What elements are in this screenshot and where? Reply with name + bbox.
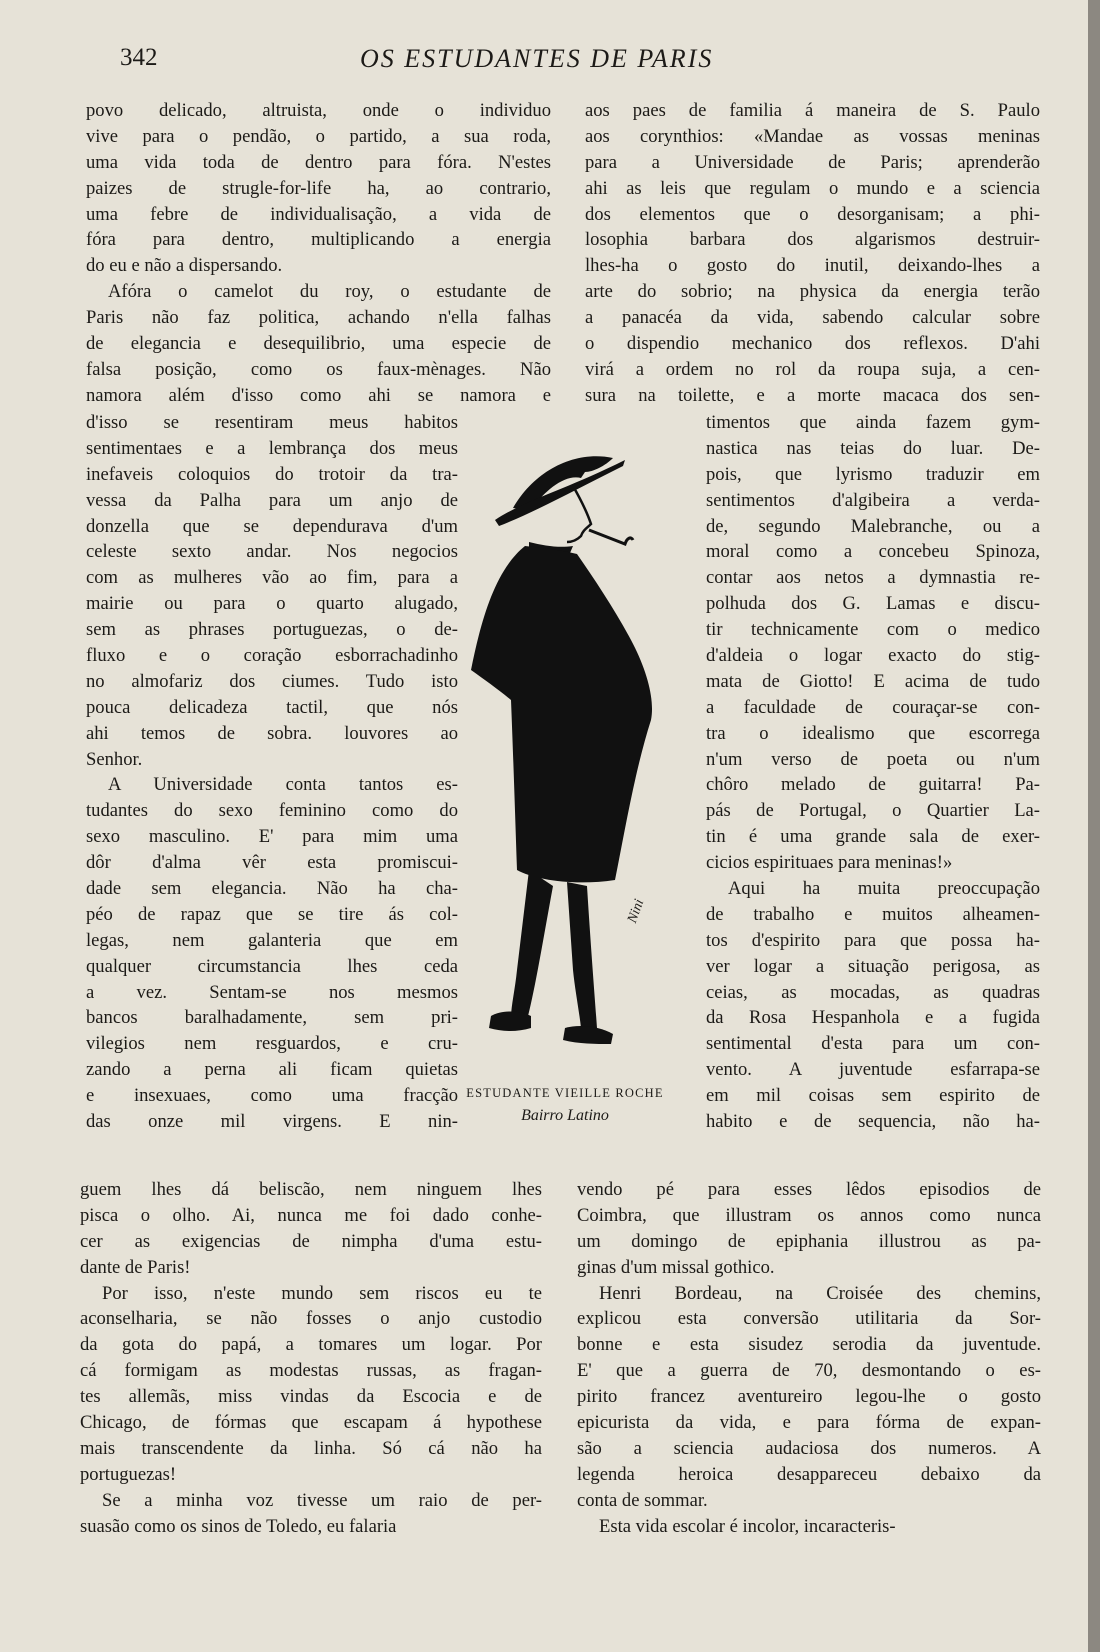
left-column-top [86, 98, 551, 409]
text-line: cicios espirituaes para meninas!» [706, 852, 953, 874]
text-line: fóra para dentro, multiplicando a energia [86, 229, 551, 251]
left-column-narrow [86, 410, 458, 1135]
text-line: a vez. Sentam-se nos mesmos [86, 981, 458, 1003]
text-line: uma febre de individualisação, a vida de [86, 203, 551, 225]
text-line: n'um verso de poeta ou n'um [706, 748, 1040, 770]
page-number: 342 [120, 44, 158, 71]
text-line: portuguezas! [80, 1463, 177, 1485]
running-title: OS ESTUDANTES DE PARIS [360, 44, 714, 73]
text-line: o dispendio mechanico dos reflexos. D'ahi [585, 333, 1040, 355]
text-line: Coimbra, que illustram os annos como nunca [577, 1204, 1041, 1226]
text-line: pois, que lyrismo traduzir em [706, 463, 1040, 485]
right-column-bottom [577, 1177, 1041, 1539]
text-line: tos d'espirito para que possa ha- [706, 929, 1040, 951]
text-line: dante de Paris! [80, 1256, 191, 1278]
text-line: ceias, as mocadas, as quadras [706, 981, 1040, 1003]
text-line: qualquer circumstancia lhes ceda [86, 955, 458, 977]
text-line: tudantes do sexo feminino como do [86, 800, 458, 822]
text-line: mais transcendente da linha. Só cá não ha [80, 1437, 542, 1459]
text-line: guem lhes dá beliscão, nem ninguem lhes [80, 1179, 542, 1200]
silhouette-drawing [455, 450, 695, 1090]
text-line: a faculdade de couraçar-se con- [706, 696, 1040, 718]
text-line: aos paes de familia á maneira de S. Paulo [585, 100, 1040, 121]
text-line: um domingo de epiphania illustrou as pa- [577, 1230, 1041, 1252]
figure-caption [450, 1086, 680, 1125]
right-column-narrow [706, 410, 1040, 1135]
text-line: pás de Portugal, o Quartier La- [706, 800, 1040, 822]
text-line: de elegancia e desequilibrio, uma especie de [86, 333, 551, 355]
text-line: A Universidade conta tantos es- [108, 774, 458, 796]
text-line: do eu e não a dispersando. [86, 255, 283, 277]
text-line: moral como a concebeu Spinoza, [706, 541, 1040, 563]
text-line: sentimentos d'algibeira a verda- [706, 489, 1040, 511]
text-line: ver logar a situação perigosa, as [706, 955, 1040, 977]
text-line: vilegios nem resguardos, e cru- [86, 1033, 458, 1055]
text-line: nastica nas teias do luar. De- [706, 437, 1040, 459]
text-line: tra o idealismo que escorrega [706, 722, 1040, 744]
text-line: sura na toilette, e a morte macaca dos sen- [585, 384, 1040, 406]
text-line: Henri Bordeau, na Croisée des chemins, [599, 1282, 1041, 1304]
text-line: dôr d'alma vêr esta promiscui- [86, 852, 458, 874]
text-line: timentos que ainda fazem gym- [706, 412, 1040, 433]
text-line: conta de sommar. [577, 1489, 708, 1511]
text-line: epicurista da vida, e para fórma de expan- [577, 1412, 1041, 1434]
text-line: pirito francez aventureiro legou-lhe o gosto [577, 1386, 1041, 1408]
text-line: fluxo e o coração esborrachadinho [86, 645, 458, 667]
text-line: bancos baralhadamente, sem pri- [86, 1007, 458, 1029]
text-line: d'aldeia o logar exacto do stig- [706, 645, 1040, 667]
text-line: explicou esta conversão utilitaria da Sor- [577, 1308, 1041, 1330]
text-line: vendo pé para esses lêdos episodios de [577, 1179, 1041, 1200]
text-line: uma vida toda de dentro para fóra. N'estes [86, 151, 551, 173]
text-line: Paris não faz politica, achando n'ella falhas [86, 307, 551, 329]
text-line: contar aos netos a dymnastia re- [706, 567, 1040, 589]
text-line: cer as exigencias de nimpha d'uma estu- [80, 1230, 542, 1252]
text-line: namora além d'isso como ahi se namora e [86, 384, 551, 406]
text-line: são a sciencia audaciosa dos numeros. A [577, 1437, 1041, 1459]
text-line: virá a ordem no rol da roupa suja, a cen- [585, 358, 1040, 380]
text-line: tir technicamente com o medico [706, 619, 1040, 641]
text-line: sexo masculino. E' para mim uma [86, 826, 458, 848]
text-line: de, segundo Malebranche, ou a [706, 515, 1040, 537]
caption-subtitle: Bairro Latino [521, 1107, 609, 1124]
text-line: vive para o pendão, o partido, a sua roda, [86, 125, 551, 147]
text-line: Aqui ha muita preoccupação [728, 878, 1040, 900]
text-line: no almofariz dos ciumes. Tudo isto [86, 670, 458, 692]
text-line: ahi temos de sobra. louvores ao [86, 722, 458, 744]
text-line: para a Universidade de Paris; aprenderão [585, 151, 1040, 173]
text-line: tin é uma grande sala de exer- [706, 826, 1040, 848]
text-line: Se a minha voz tivesse um raio de per- [102, 1489, 542, 1511]
right-column-top [585, 98, 1040, 409]
caption-title: ESTUDANTE VIEILLE ROCHE [466, 1086, 664, 1100]
text-line: dos elementos que o desorganisam; a phi- [585, 203, 1040, 225]
text-line: bonne e esta sisudez serodia da juventude. [577, 1334, 1041, 1356]
text-line: suasão como os sinos de Toledo, eu falaria [80, 1515, 397, 1537]
text-line: legas, nem galanteria que em [86, 929, 458, 951]
text-line: lhes-ha o gosto do inutil, deixando-lhes a [585, 255, 1040, 277]
text-line: povo delicado, altruista, onde o individuo [86, 100, 551, 121]
text-line: polhuda dos G. Lamas e discu- [706, 593, 1040, 615]
student-silhouette-illustration [455, 450, 695, 1090]
text-line: em mil coisas sem espirito de [706, 1085, 1040, 1107]
text-line: vento. A juventude esfarrapa-se [706, 1059, 1040, 1081]
text-line: Esta vida escolar é incolor, incaracteris- [599, 1515, 896, 1537]
text-line: mata de Giotto! E acima de tudo [706, 670, 1040, 692]
text-line: Por isso, n'este mundo sem riscos eu te [102, 1282, 542, 1304]
text-line: ahi as leis que regulam o mundo e a sciencia [585, 177, 1040, 199]
text-line: das onze mil virgens. E nin- [86, 1111, 458, 1133]
text-line: donzella que se dependurava d'um [86, 515, 458, 537]
text-line: cá formigam as modestas russas, as fragan- [80, 1360, 542, 1382]
artist-signature: Nini [625, 897, 648, 926]
text-line: da gota do papá, a tomares um logar. Por [80, 1334, 542, 1356]
text-line: habito e de sequencia, não ha- [706, 1111, 1040, 1133]
text-line: sentimentaes e a lembrança dos meus [86, 437, 458, 459]
text-line: arte do sobrio; na physica da energia terão [585, 281, 1040, 303]
text-line: losophia barbara dos algarismos destruir- [585, 229, 1040, 251]
text-line: sentimental d'esta para um con- [706, 1033, 1040, 1055]
text-line: celeste sexto andar. Nos negocios [86, 541, 458, 563]
left-column-bottom [80, 1177, 542, 1539]
text-line: aos corynthios: «Mandae as vossas meninas [585, 125, 1040, 147]
text-line: de trabalho e muitos alheamen- [706, 903, 1040, 925]
text-line: pisca o olho. Ai, nunca me foi dado conhe- [80, 1204, 542, 1226]
text-line: da Rosa Hespanhola e a fugida [706, 1007, 1040, 1029]
text-line: pouca delicadeza tactil, que nós [86, 696, 458, 718]
text-line: falsa posição, como os faux-mènages. Não [86, 358, 551, 380]
text-line: inefaveis coloquios do trotoir da tra- [86, 463, 458, 485]
text-line: chôro melado de guitarra! Pa- [706, 774, 1040, 796]
page-edge [1088, 0, 1100, 1652]
text-line: zando a perna ali ficam quietas [86, 1059, 458, 1081]
text-line: e insexuaes, como uma fracção [86, 1085, 458, 1107]
text-line: tes allemãs, miss vindas da Escocia e de [80, 1386, 542, 1408]
text-line: legenda heroica desappareceu debaixo da [577, 1463, 1041, 1485]
text-line: paizes de strugle-for-life ha, ao contrario, [86, 177, 551, 199]
text-line: sem as phrases portuguezas, o de- [86, 619, 458, 641]
text-line: ginas d'um missal gothico. [577, 1256, 775, 1278]
text-line: Afóra o camelot du roy, o estudante de [108, 281, 551, 303]
text-line: com as mulheres vão ao fim, para a [86, 567, 458, 589]
text-line: d'isso se resentiram meus habitos [86, 412, 458, 433]
text-line: vessa da Palha para um anjo de [86, 489, 458, 511]
text-line: a panacéa da vida, sabendo calcular sobre [585, 307, 1040, 329]
text-line: péo de rapaz que se tire ás col- [86, 903, 458, 925]
text-line: Senhor. [86, 748, 143, 770]
page-header [120, 44, 970, 84]
text-line: Chicago, de fórmas que escapam á hypothese [80, 1412, 542, 1434]
text-line: aconselharia, se não fosses o anjo custodio [80, 1308, 542, 1330]
text-line: dade sem elegancia. Não ha cha- [86, 878, 458, 900]
text-line: mairie ou para o quarto alugado, [86, 593, 458, 615]
text-line: E' que a guerra de 70, desmontando o es- [577, 1360, 1041, 1382]
